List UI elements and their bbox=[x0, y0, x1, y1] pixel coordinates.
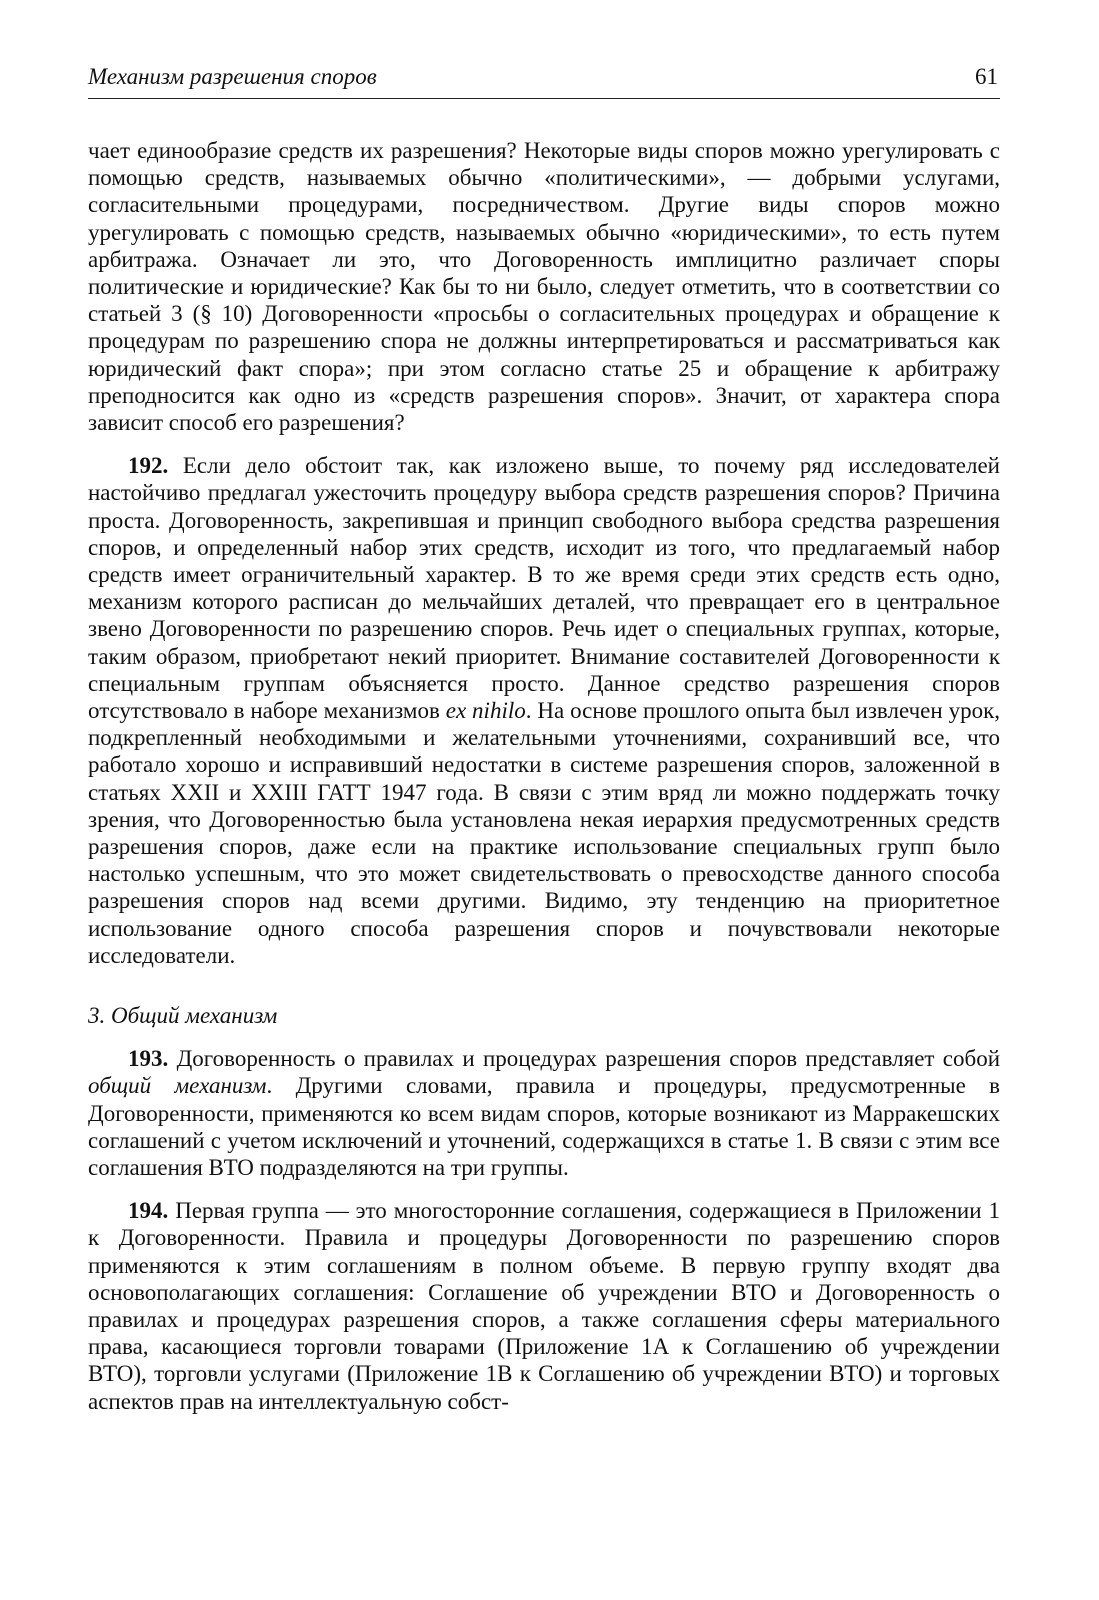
paragraph-text: . Другими словами, правила и процедуры, предусмотренные в Договоренности, применяются ко всем видам споров, которые возникают из Марракешских соглашений с учетом исключений и уточнений, содержащихся в статье 1. В связи с этим все соглашения ВТО подразделяются на три группы. bbox=[88, 1073, 1001, 1180]
running-title: Механизм разрешения споров bbox=[88, 64, 377, 89]
paragraph-194 bbox=[88, 1197, 1000, 1415]
body-text bbox=[88, 137, 1000, 1415]
paragraph-text: Если дело обстоит так, как изложено выше, то почему ряд исследователей настойчиво предлагал ужесточить процедуру выбора средств разрешения споров? Причина проста. Договоренность, закрепившая и принцип свободного выбора средства разрешения споров, и определенный набор этих средств, исходит из того, что предлагаемый набор средств имеет ограничительный характер. В то же время среди этих средств есть одно, механизм которого расписан до мельчайших деталей, что превращает его в центральное звено Договоренности по разрешению споров. Речь идет о специальных группах, которые, таким образом, приобретают некий приоритет. Внимание составителей Договоренности к специальным группам объясняется просто. Данное средство разрешения споров отсутствовало в наборе механизмов bbox=[88, 453, 1000, 724]
paragraph-193 bbox=[88, 1045, 1000, 1181]
paragraph-continuation: чает единообразие средств их разрешения? Некоторые виды споров можно урегулировать с помощью средств, называемых обычно «политическими», — добрыми услугами, согласительными процедурами, посредничеством. Другие виды споров можно урегулировать с помощью средств, называемых обычно «юридическими», то есть путем арбитража. Означает ли это, что Договоренность имплицитно различает споры политические и юридические? Как бы то ни было, следует отметить, что в соответствии со статьей 3 (§ 10) Договоренности «просьбы о согласительных процедурах и обращение к процедурам по разрешению спора не должны интерпретироваться и рассматриваться как юридический факт спора»; при этом согласно статье 25 и обращение к арбитражу преподносится как одно из «средств разрешения споров». Значит, от характера спора зависит способ его разрешения? bbox=[88, 138, 1000, 436]
paragraph-number: 194. bbox=[128, 1198, 169, 1224]
paragraph-text: Первая группа — это многосторонние соглашения, содержащиеся в Приложении 1 к Договоренности. Правила и процедуры Договоренности по разрешению споров применяются к этим соглашениям в полном объеме. В первую группу входят два основополагающих соглашения: Соглашение об учреждении ВТО и Договоренность о правилах и процедурах разрешения споров, а также соглашения сферы материального права, касающиеся торговли товарами (Приложение 1А к Соглашению об учреждении ВТО), торговли услугами (Приложение 1В к Соглашению об учреждении ВТО) и торговых аспектов прав на интеллектуальную собст- bbox=[88, 1198, 1000, 1414]
section-heading: 3. Общий механизм bbox=[88, 1003, 278, 1029]
paragraph-text: Договоренность о правилах и процедурах разрешения споров представляет собой bbox=[168, 1046, 1000, 1072]
running-header bbox=[88, 60, 1000, 99]
emphasis-text: ex nihilo bbox=[445, 698, 526, 724]
paragraph-text: . На основе прошлого опыта был извлечен урок, подкрепленный необходимыми и желательными уточнениями, сохранивший все, что работало хорошо и исправивший недостатки в системе разрешения споров, заложенной в статьях XXII и XXIII ГАТТ 1947 года. В связи с этим вряд ли можно поддержать точку зрения, что Договоренностью была установлена некая иерархия предусмотренных средств разрешения споров, даже если на практике использование специальных групп было настолько успешным, что это может свидетельствовать о превосходстве данного способа разрешения споров над всеми другими. Видимо, эту тенденцию на приоритетное использование одного способа разрешения споров и почувствовали некоторые исследователи. bbox=[88, 698, 1000, 968]
paragraph-number: 192. bbox=[128, 453, 169, 479]
emphasis-text: общий механизм bbox=[88, 1073, 267, 1099]
document-page bbox=[88, 60, 1000, 1415]
page-number: 61 bbox=[975, 64, 998, 89]
paragraph-192 bbox=[88, 452, 1000, 969]
paragraph-number: 193. bbox=[128, 1046, 169, 1072]
